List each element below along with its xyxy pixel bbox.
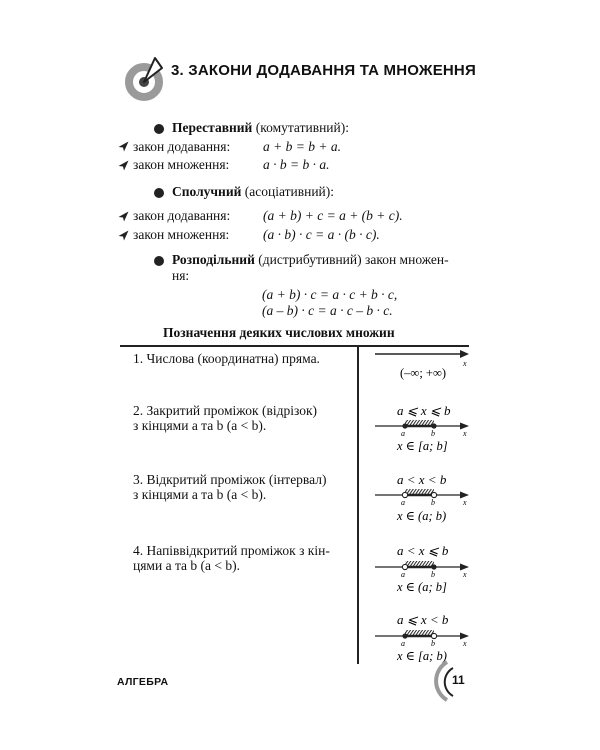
- bullet-icon: [154, 256, 164, 266]
- set-description: 1. Числова (координатна) пряма.: [133, 351, 320, 366]
- endpoint-open: [402, 492, 407, 497]
- endpoint-filled: [431, 423, 436, 428]
- section-logo-icon: [124, 52, 164, 106]
- set-description: 4. Напіввідкритий проміжок з кін-: [133, 543, 330, 558]
- formula: (a – b) · c = a · c – b · c.: [262, 303, 393, 318]
- arrow-bullet-icon: [118, 211, 129, 222]
- distributive-heading-cont: ня:: [172, 268, 190, 283]
- inequality: a ⩽ x < b: [397, 612, 449, 627]
- arrow-bullet-icon: [118, 160, 129, 171]
- set-description: цями a та b (a < b).: [133, 558, 240, 573]
- inequality: a < x < b: [397, 472, 447, 487]
- set-notation: (–∞; +∞): [400, 366, 447, 380]
- page-title: 3. ЗАКОНИ ДОДАВАННЯ ТА МНОЖЕННЯ: [171, 62, 476, 79]
- axis-label: x: [463, 498, 467, 507]
- number-line-diagrams: [370, 340, 480, 670]
- associative-heading: Сполучний (асоціативний):: [172, 184, 335, 199]
- set-notation: x ∈ [a; b): [397, 649, 447, 663]
- point-label: b: [431, 639, 435, 648]
- point-label: a: [401, 498, 405, 507]
- endpoint-filled: [431, 564, 436, 569]
- set-notation: x ∈ [a; b]: [397, 439, 448, 453]
- commutative-heading: Переставний (комутативний):: [172, 120, 349, 135]
- formula: (a + b) + c = a + (b + c).: [263, 208, 403, 223]
- point-label: b: [431, 498, 435, 507]
- law-label: закон множення:: [133, 227, 230, 242]
- set-description: з кінцями a та b (a < b).: [133, 487, 267, 502]
- point-label: b: [431, 429, 435, 438]
- axis-label: x: [463, 570, 467, 579]
- number-line-full: [375, 350, 469, 380]
- endpoint-filled: [402, 423, 407, 428]
- endpoint-open: [431, 633, 436, 638]
- law-label: закон додавання:: [133, 208, 231, 223]
- set-description: 3. Відкритий проміжок (інтервал): [133, 472, 327, 487]
- arrow-bullet-icon: [118, 141, 129, 152]
- number-line-open: [375, 472, 469, 523]
- law-label: закон додавання:: [133, 139, 231, 154]
- formula: (a · b) · c = a · (b · c).: [263, 227, 380, 242]
- endpoint-open: [402, 564, 407, 569]
- bullet-icon: [154, 188, 164, 198]
- set-notation: x ∈ (a; b]: [397, 580, 447, 594]
- point-label: b: [431, 570, 435, 579]
- set-description: 2. Закритий проміжок (відрізок): [133, 403, 317, 418]
- axis-label: x: [463, 359, 467, 368]
- formula: (a + b) · c = a · c + b · c,: [262, 287, 398, 302]
- set-description: з кінцями a та b (a < b).: [133, 418, 267, 433]
- sets-heading: Позначення деяких числових множин: [163, 325, 395, 340]
- inequality: a ⩽ x ⩽ b: [397, 403, 451, 418]
- point-label: a: [401, 639, 405, 648]
- formula: a · b = b · a.: [263, 157, 330, 172]
- arrow-bullet-icon: [118, 230, 129, 241]
- axis-label: x: [463, 429, 467, 438]
- footer-section-label: АЛГЕБРА: [117, 676, 169, 688]
- number-line-half-open-right: [375, 543, 469, 594]
- page-number: 11: [452, 673, 465, 687]
- endpoint-filled: [402, 633, 407, 638]
- law-label: закон множення:: [133, 157, 230, 172]
- inequality: a < x ⩽ b: [397, 543, 449, 558]
- point-label: a: [401, 429, 405, 438]
- point-label: a: [401, 570, 405, 579]
- distributive-heading: Розподільний (дистрибутивний) закон множен-: [172, 252, 449, 267]
- formula: a + b = b + a.: [263, 139, 341, 154]
- table-divider: [357, 346, 359, 664]
- axis-label: x: [463, 639, 467, 648]
- endpoint-open: [431, 492, 436, 497]
- number-line-closed: [375, 403, 469, 453]
- bullet-icon: [154, 124, 164, 134]
- set-notation: x ∈ (a; b): [397, 509, 447, 523]
